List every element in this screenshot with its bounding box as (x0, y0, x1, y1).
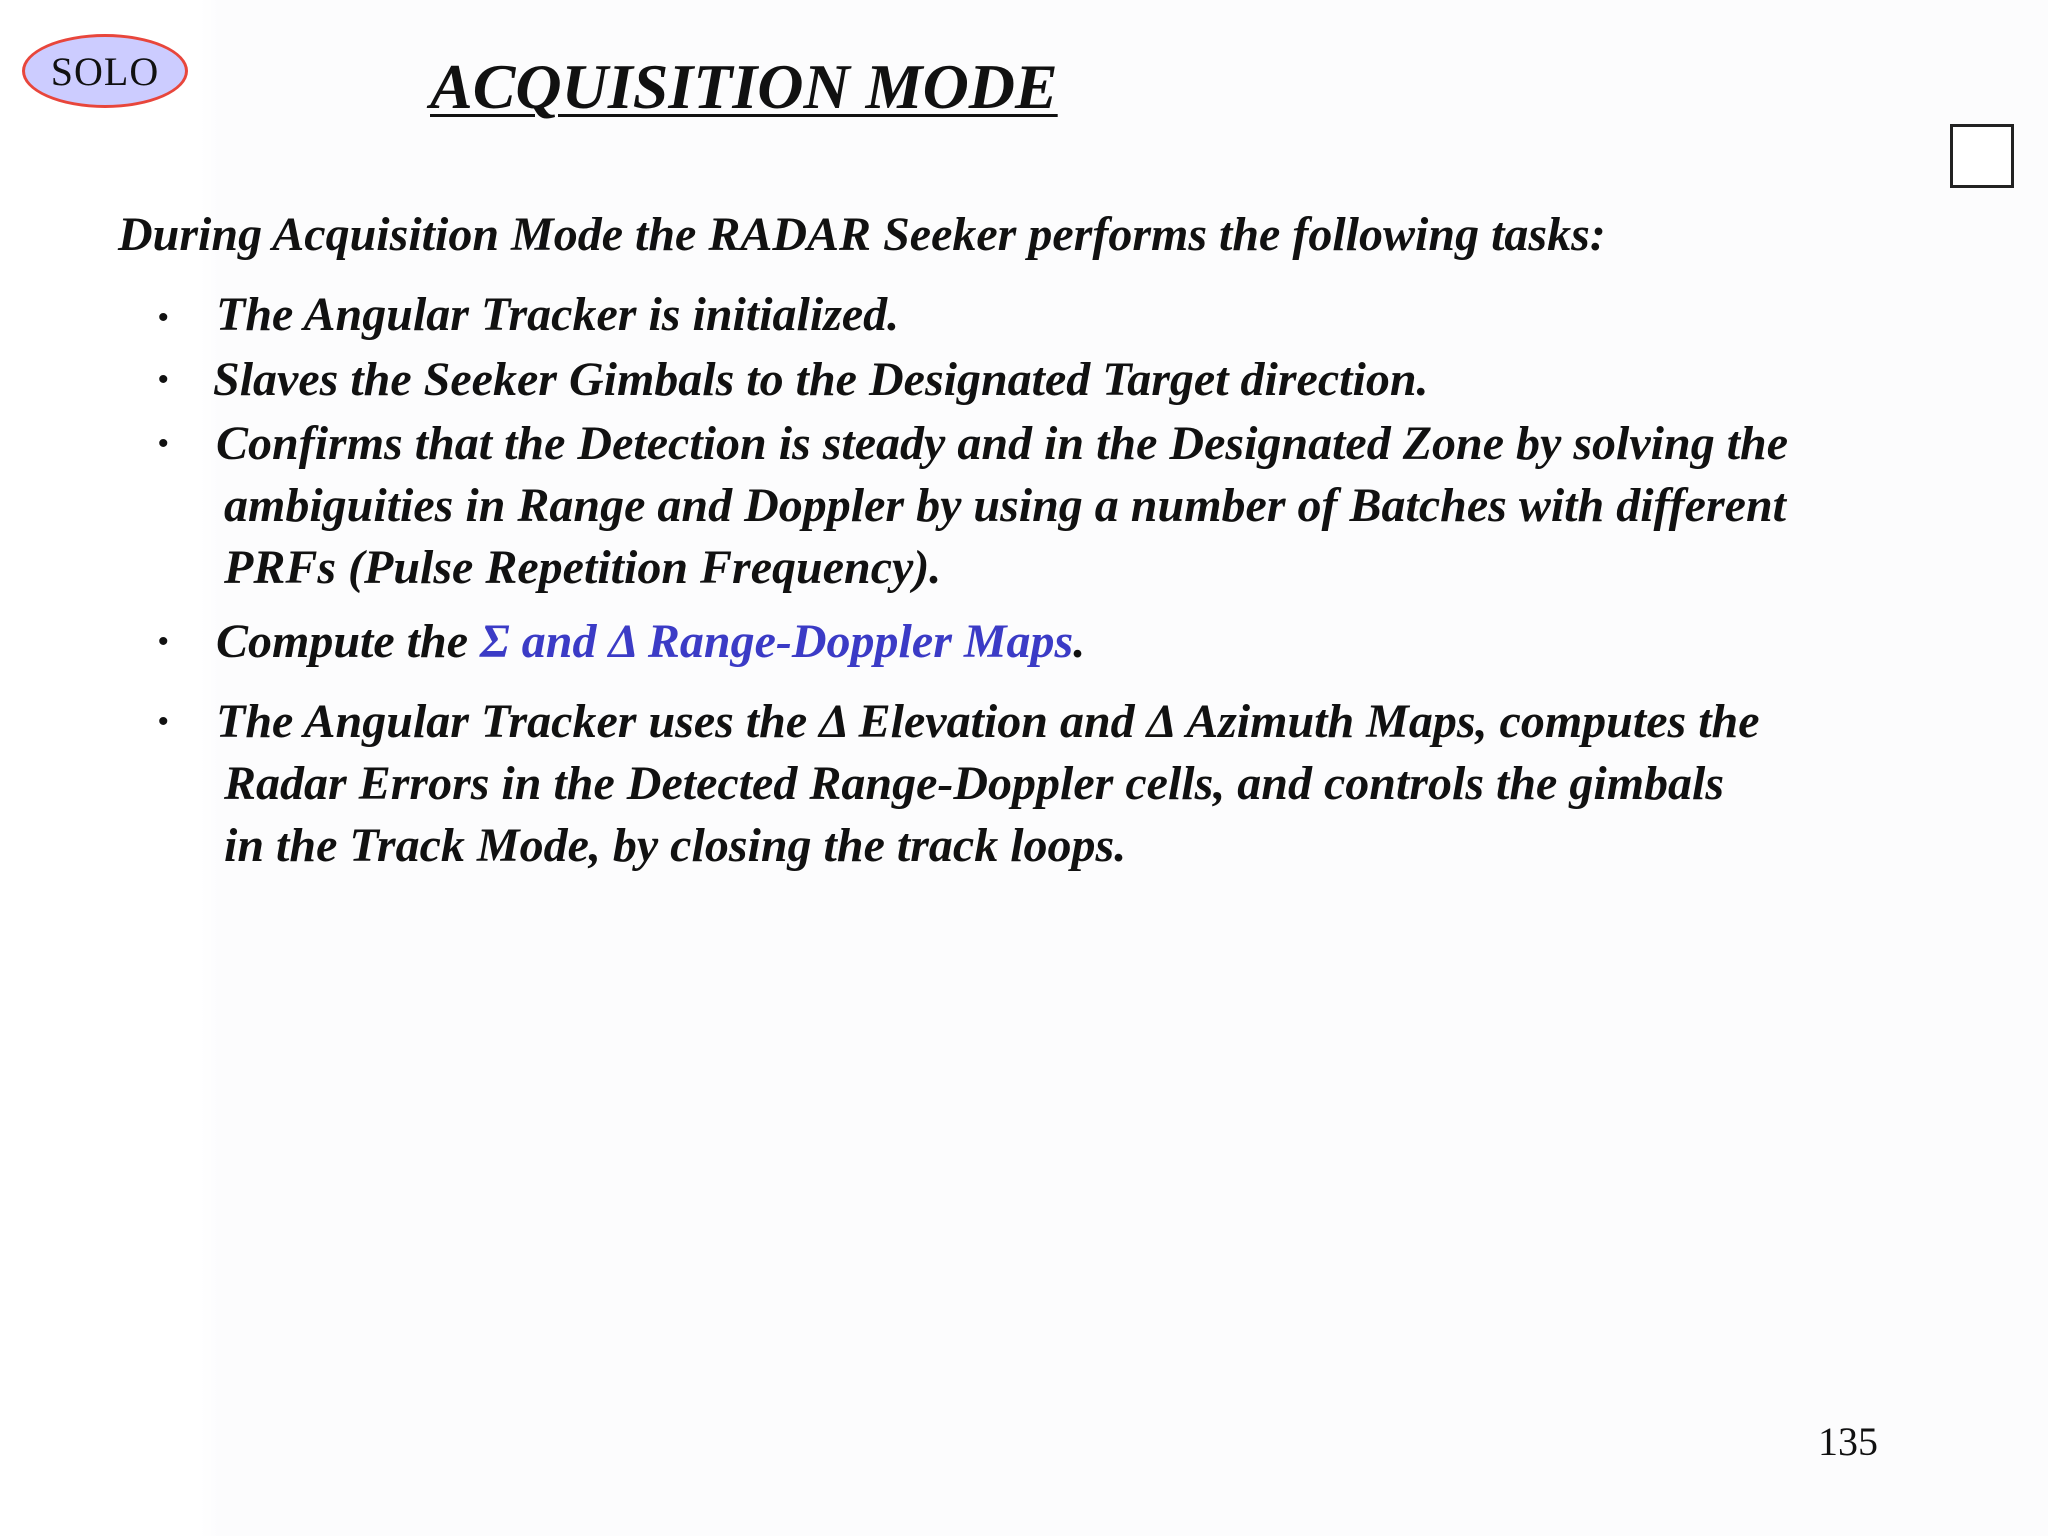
highlighted-term: Σ and Δ Range-Doppler Maps (480, 615, 1074, 668)
bullet-dot: • (158, 705, 169, 738)
bullet-dot: • (158, 363, 169, 396)
page-number: 135 (1818, 1419, 1878, 1464)
solo-logo-text: SOLO (50, 48, 160, 94)
bullet-text-line: The Angular Tracker uses the Δ Elevation and Δ Azimuth Maps, computes the (216, 695, 1760, 748)
bullet-text-line: PRFs (Pulse Repetition Frequency). (224, 541, 942, 594)
bullet-dot: • (158, 301, 169, 334)
bullet-text-line: ambiguities in Range and Doppler by using a number of Batches with different (224, 479, 1786, 532)
bullet-prefix: Compute the (216, 615, 481, 668)
bullet-text-line: Confirms that the Detection is steady and in the Designated Zone by solving the (216, 417, 1789, 470)
page-title: ACQUISITION MODE (430, 51, 1058, 122)
bullet-suffix: . (1073, 615, 1086, 668)
bullet-text (216, 612, 1085, 672)
bullet-dot: • (158, 625, 169, 658)
intro-text: During Acquisition Mode the RADAR Seeker performs the following tasks: (118, 208, 1606, 261)
bullet-text: The Angular Tracker is initialized. (216, 288, 900, 341)
bullet-text: Slaves the Seeker Gimbals to the Designated Target direction. (213, 353, 1429, 406)
bullet-text-line: in the Track Mode, by closing the track loops. (224, 819, 1127, 872)
bullet-text-line: Radar Errors in the Detected Range-Doppler cells, and controls the gimbals (224, 757, 1725, 810)
bullet-dot: • (158, 427, 169, 460)
